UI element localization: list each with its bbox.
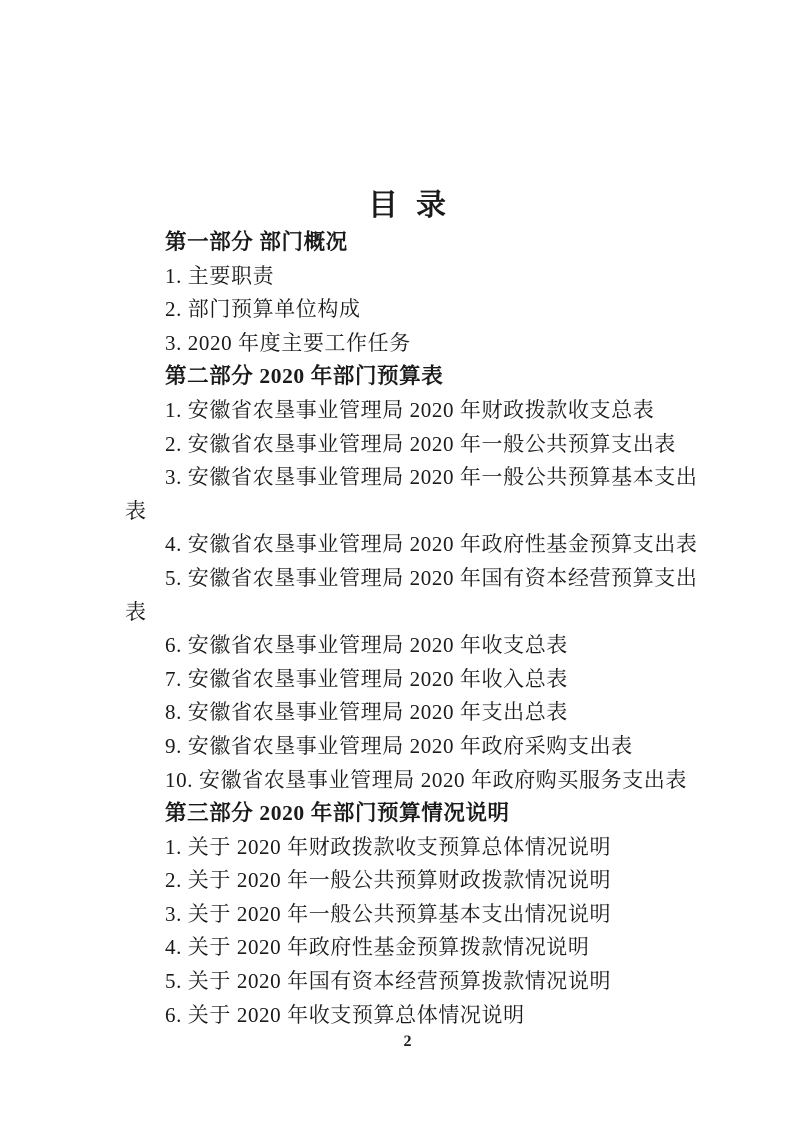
toc-entry: 9. 安徽省农垦事业管理局 2020 年政府采购支出表 — [165, 733, 633, 758]
page-number: 2 — [403, 1033, 412, 1050]
toc-entry: 5. 关于 2020 年国有资本经营预算拨款情况说明 — [165, 969, 612, 994]
page-title: 目 录 — [368, 189, 447, 222]
toc-entry: 1. 关于 2020 年财政拨款收支预算总体情况说明 — [165, 834, 612, 859]
toc-entry: 1. 主要职责 — [165, 263, 275, 288]
toc-entry: 8. 安徽省农垦事业管理局 2020 年支出总表 — [165, 700, 568, 725]
toc-entry: 3. 2020 年度主要工作任务 — [165, 330, 411, 355]
toc-entry: 4. 关于 2020 年政府性基金预算拨款情况说明 — [165, 935, 590, 960]
section-heading-1: 第一部分 部门概况 — [165, 230, 348, 254]
toc-entry: 6. 安徽省农垦事业管理局 2020 年收支总表 — [165, 633, 568, 658]
toc-entry: 4. 安徽省农垦事业管理局 2020 年政府性基金预算支出表 — [165, 532, 698, 557]
toc-entry-continuation: 表 — [125, 599, 147, 624]
toc-entry: 2. 关于 2020 年一般公共预算财政拨款情况说明 — [165, 868, 612, 893]
toc-entry-continuation: 表 — [125, 498, 147, 523]
toc-entry: 1. 安徽省农垦事业管理局 2020 年财政拨款收支总表 — [165, 397, 655, 422]
toc-entry: 2. 部门预算单位构成 — [165, 297, 361, 322]
toc-entry: 2. 安徽省农垦事业管理局 2020 年一般公共预算支出表 — [165, 431, 676, 456]
toc-entry: 10. 安徽省农垦事业管理局 2020 年政府购买服务支出表 — [165, 767, 687, 792]
toc-entry: 5. 安徽省农垦事业管理局 2020 年国有资本经营预算支出 — [165, 565, 698, 590]
section-heading-3: 第三部分 2020 年部门预算情况说明 — [165, 801, 510, 826]
toc-entry: 3. 关于 2020 年一般公共预算基本支出情况说明 — [165, 901, 612, 926]
toc-entry: 6. 关于 2020 年收支预算总体情况说明 — [165, 1002, 525, 1027]
section-heading-2: 第二部分 2020 年部门预算表 — [165, 364, 444, 389]
table-of-contents — [125, 226, 698, 1032]
toc-entry: 7. 安徽省农垦事业管理局 2020 年收入总表 — [165, 666, 568, 691]
toc-entry: 3. 安徽省农垦事业管理局 2020 年一般公共预算基本支出 — [165, 465, 698, 490]
